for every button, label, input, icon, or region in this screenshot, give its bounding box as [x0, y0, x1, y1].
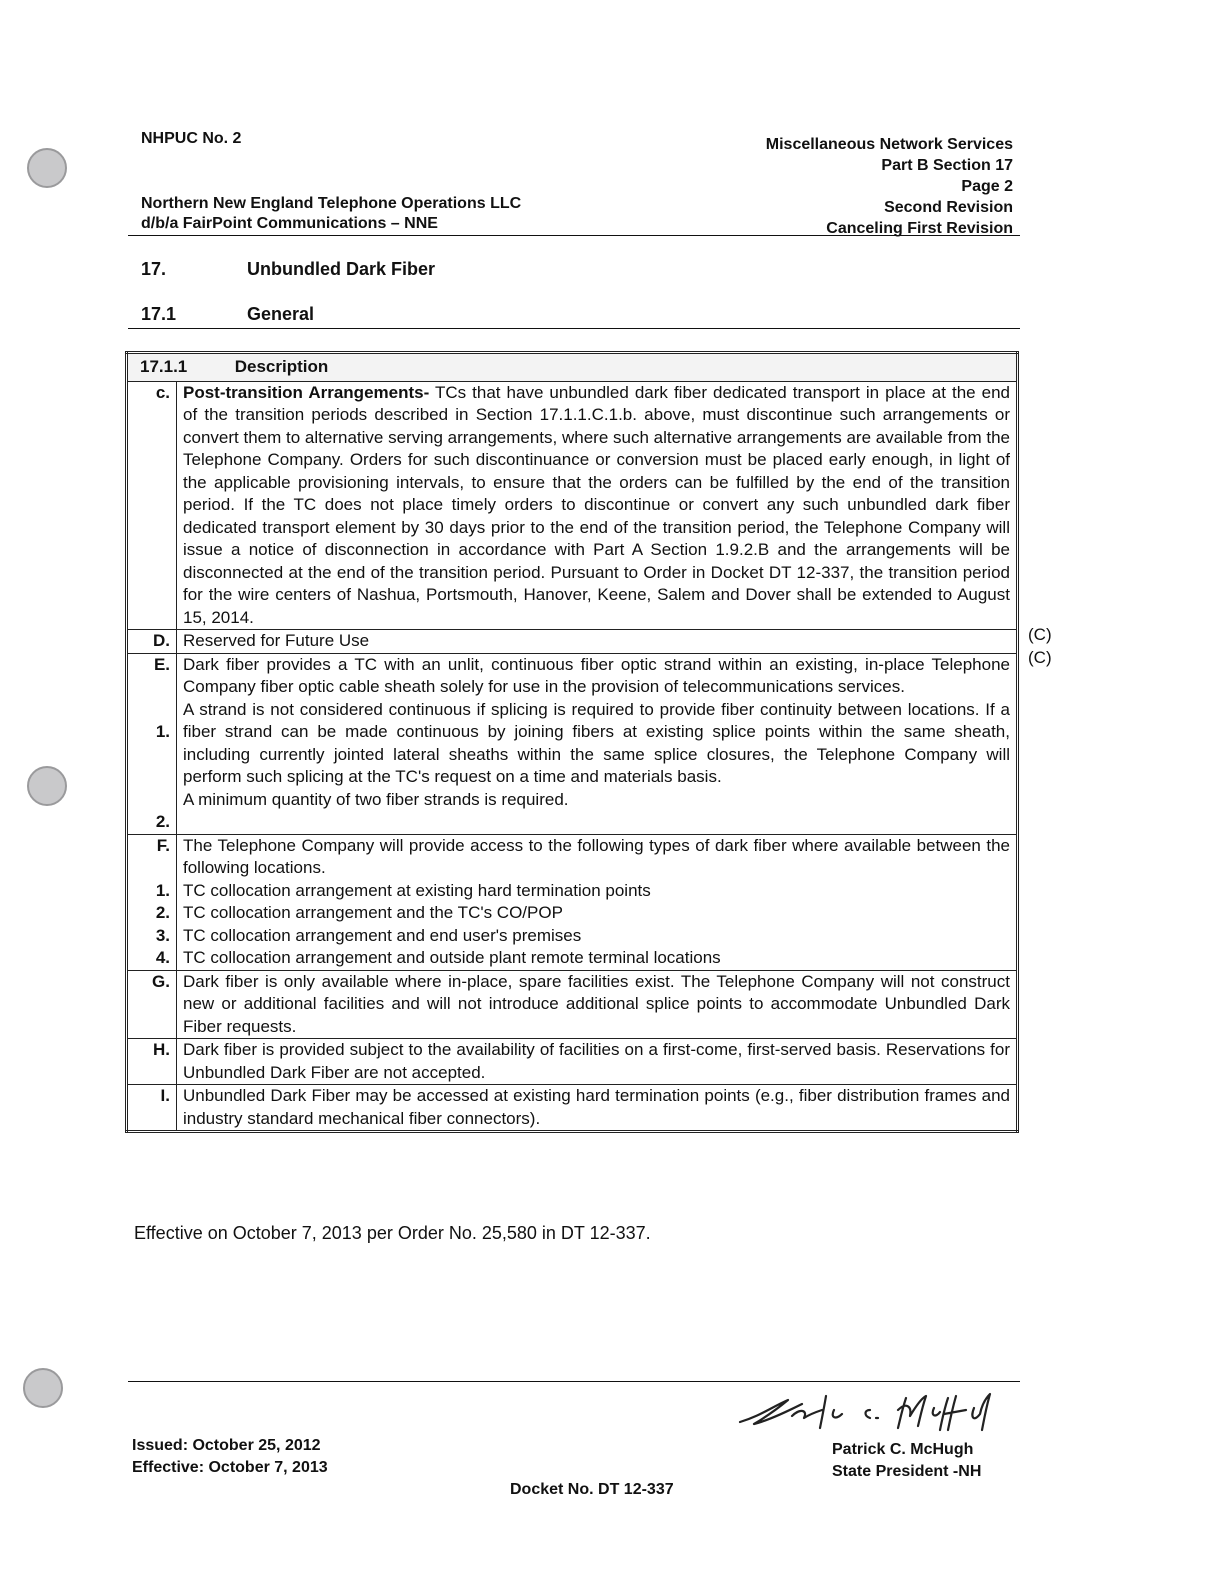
row-label: F. — [156, 835, 170, 855]
header-page: Page 2 — [961, 178, 1013, 195]
row-text: Dark fiber is only available where in-place, spare facilities exist. The Telephone Company will not construct new or additional facilities and will not introduce additional splice points to accommodate Unbundled Dark Fiber requests. — [177, 970, 1018, 1039]
issued-date: Issued: October 25, 2012 — [132, 1437, 321, 1454]
change-mark: (C) — [1028, 625, 1052, 644]
row-text: Reserved for Future Use — [177, 630, 1018, 654]
tariff-number: NHPUC No. 2 — [141, 130, 242, 147]
item-label: 1. — [155, 722, 170, 741]
item-text: TC collocation arrangement and end user's premises — [183, 925, 582, 945]
row-text: The Telephone Company will provide access to the following types of dark fiber where available between the following locations. — [183, 835, 1010, 877]
item-text: TC collocation arrangement and outside plant remote terminal locations — [183, 948, 721, 967]
binder-hole-bottom — [23, 1368, 63, 1408]
docket-number: Docket No. DT 12-337 — [510, 1481, 674, 1498]
row-text: Dark fiber is provided subject to the availability of facilities on a first-come, first-served basis. Reservations for Unbundled Dark Fiber are not accepted. — [177, 1039, 1018, 1085]
company-dba: d/b/a FairPoint Communications – NNE — [141, 215, 438, 232]
row-text: TCs that have unbundled dark fiber dedicated transport in place at the end of the transition periods described in Section 17.1.1.C.1.b. above, must discontinue such arrangements or convert them to alternative serving arrangements, where such alternative arrangements are available from the Telephone Company. Orders for such discontinuance or conversion must be placed early enough, in light of the applicable provisioning intervals, to ensure that the orders can be fulfilled by the end of the transition period. If the TC does not place timely orders to discontinue or convert any such unbundled dark fiber dedicated transport element by 30 days prior to the end of the transition period, the Telephone Company will issue a notice of disconnection in accordance with Part A Section 1.9.2.B and the arrangements will be disconnected at the end of the transition period. Pursuant to Order in Docket DT 12-337, the transition period for the wire centers of Nashua, Portsmouth, Hanover, Keene, Salem and Dover shall be extended to August 15, 2014. — [183, 382, 1010, 627]
row-label: c. — [127, 381, 177, 630]
row-label: I. — [127, 1085, 177, 1132]
table-row — [127, 1039, 1018, 1085]
table-row — [127, 1085, 1018, 1132]
signatory-name: Patrick C. McHugh — [832, 1441, 974, 1458]
caption-title: Description — [234, 357, 329, 376]
section-rule — [128, 328, 1020, 329]
item-label: 3. — [155, 925, 170, 945]
binder-hole-top — [27, 148, 67, 188]
description-table — [125, 351, 1019, 1133]
item-label: 4. — [155, 948, 170, 967]
item-text: A minimum quantity of two fiber strands is required. — [183, 789, 569, 809]
signatory-block — [832, 1439, 981, 1483]
section-title: Unbundled Dark Fiber — [247, 259, 436, 279]
binder-hole-middle — [27, 766, 67, 806]
row-text: Dark fiber provides a TC with an unlit, continuous fiber optic strand within an existing, in-place Telephone Company fiber optic cable sheath solely for use in the provision of telecommunications services. — [183, 654, 1010, 696]
item-text: A strand is not considered continuous if splicing is required to provide fiber continuity between locations. If a fiber strand can be made continuous by joining fibers at existing splice points within the same sheath, including currently jointed lateral sheaths within the same splice closures, the Telephone Company will perform such splicing at the TC's request on a time and materials basis. — [183, 699, 1010, 786]
item-text: TC collocation arrangement at existing hard termination points — [183, 880, 651, 900]
subsection-title: General — [247, 304, 315, 324]
table-row — [127, 970, 1018, 1039]
subsection-number: 17.1 — [141, 304, 177, 324]
header-part-section: Part B Section 17 — [881, 157, 1013, 174]
change-mark: (C) — [1028, 648, 1052, 667]
table-row — [127, 630, 1018, 654]
table-row — [127, 653, 1018, 834]
issue-block — [132, 1435, 328, 1479]
footer-rule — [128, 1381, 1020, 1382]
signatory-title: State President -NH — [832, 1463, 982, 1480]
row-label: D. — [127, 630, 177, 654]
table-row — [127, 381, 1018, 630]
item-label: 2. — [155, 812, 170, 831]
item-label: 1. — [155, 880, 170, 900]
header-right-block — [766, 134, 1013, 239]
row-label: E. — [153, 654, 170, 674]
row-heading: Post-transition Arrangements- — [183, 382, 430, 402]
item-label: 2. — [155, 903, 170, 922]
signature-image — [730, 1388, 1030, 1438]
section-number: 17. — [141, 259, 167, 279]
header-canceling: Canceling First Revision — [826, 220, 1013, 237]
effective-note: Effective on October 7, 2013 per Order No. 25,580 in DT 12-337. — [134, 1223, 651, 1243]
table-caption-row — [127, 353, 1018, 382]
row-label: G. — [127, 970, 177, 1039]
caption-number: 17.1.1 — [140, 357, 188, 376]
item-text: TC collocation arrangement and the TC's CO/POP — [183, 903, 563, 922]
header-revision: Second Revision — [884, 199, 1013, 216]
header-service: Miscellaneous Network Services — [765, 136, 1013, 153]
row-text: Unbundled Dark Fiber may be accessed at existing hard termination points (e.g., fiber distribution frames and industry standard mechanical fiber connectors). — [177, 1085, 1018, 1132]
row-label: H. — [127, 1039, 177, 1085]
table-row — [127, 834, 1018, 970]
header-rule — [128, 235, 1020, 236]
effective-date: Effective: October 7, 2013 — [132, 1459, 328, 1476]
company-name: Northern New England Telephone Operations LLC — [141, 195, 522, 212]
